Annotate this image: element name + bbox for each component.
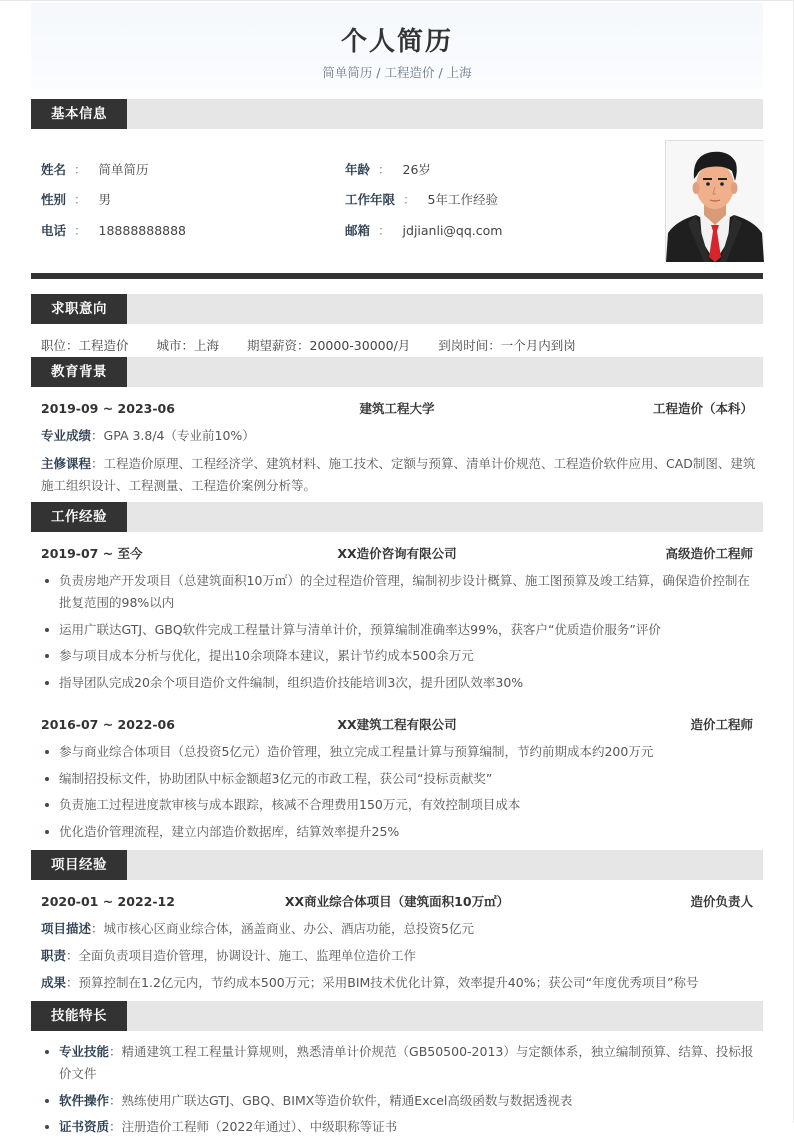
info-phone <box>41 220 186 242</box>
section-title: 项目经验 <box>31 850 127 880</box>
label: 工作年限 <box>345 192 396 207</box>
project-result <box>41 972 756 994</box>
list-item: 负责房地产开发项目（总建筑面积10万㎡）的全过程造价管理，编制初步设计概算、施工图预算及竣工结算，确保造价控制在批复范围的98%以内 <box>41 570 756 614</box>
label: 性别 <box>41 192 67 207</box>
education-major: 工程造价（本科） <box>652 401 753 416</box>
label: 电话 <box>41 223 67 238</box>
work-company: XX造价咨询有限公司 <box>337 546 457 561</box>
section-title: 求职意向 <box>31 294 127 324</box>
value: ：精通建筑工程工程量计算规则，熟悉清单计价规范（GB50500-2013）与定额体系，独立编制预算、结算、投标报价文件 <box>59 1044 754 1081</box>
page-title: 个人简历 <box>340 27 453 57</box>
label: 邮箱 <box>345 223 371 238</box>
list-item <box>41 1116 756 1138</box>
intent-arrival: 到岗时间：一个月内到岗 <box>438 338 576 353</box>
divider <box>31 273 763 279</box>
value: ：预算控制在1.2亿元内，节约成本500万元；采用BIM技术优化计算，效率提升40%；获公司“年度优秀项目”称号 <box>66 975 699 990</box>
colon: ： <box>74 223 87 238</box>
skills-list <box>41 1041 756 1143</box>
value: jdjianli@qq.com <box>402 223 503 238</box>
work-bullets <box>41 741 756 847</box>
education-school: 建筑工程大学 <box>359 401 435 416</box>
section-title: 基本信息 <box>31 99 127 129</box>
value: ：工程造价原理、工程经济学、建筑材料、施工技术、定额与预算、清单计价规范、工程造价软件应用、CAD制图、建筑施工组织设计、工程测量、工程造价案例分析等。 <box>41 456 756 493</box>
section-basic-info <box>31 99 763 129</box>
label: 项目描述 <box>41 921 92 936</box>
education-entry-header <box>41 399 753 419</box>
list-item: 负责施工过程进度款审核与成本跟踪，核减不合理费用150万元，有效控制项目成本 <box>41 794 756 816</box>
label: 主修课程 <box>41 456 92 471</box>
list-item <box>41 1041 756 1085</box>
work-period: 2016-07 ~ 2022-06 <box>41 717 175 732</box>
page-subtitle: 简单简历 / 工程造价 / 上海 <box>322 65 472 80</box>
colon: ： <box>378 223 391 238</box>
education-period: 2019-09 ~ 2023-06 <box>41 401 175 416</box>
label: 职责 <box>41 948 67 963</box>
value: ：城市核心区商业综合体，涵盖商业、办公、酒店功能，总投资5亿元 <box>91 921 474 936</box>
section-work-experience <box>31 502 763 532</box>
work-title: 造价工程师 <box>690 717 753 732</box>
label: 年龄 <box>345 162 371 177</box>
colon: ： <box>403 192 416 207</box>
value: ：全面负责项目造价管理，协调设计、施工、监理单位造价工作 <box>66 948 417 963</box>
value: 简单简历 <box>98 162 149 177</box>
project-description <box>41 918 756 940</box>
work-title: 高级造价工程师 <box>665 546 753 561</box>
intent-position: 职位：工程造价 <box>41 338 129 353</box>
section-project-experience <box>31 850 763 880</box>
info-work-years <box>345 189 498 211</box>
education-grade <box>41 425 756 447</box>
section-title: 工作经验 <box>31 502 127 532</box>
education-courses <box>41 453 756 497</box>
label: 专业技能 <box>59 1044 110 1059</box>
section-job-intent <box>31 294 763 324</box>
label: 证书资质 <box>59 1119 110 1134</box>
colon: ： <box>74 192 87 207</box>
info-name <box>41 159 149 181</box>
avatar-icon <box>666 141 764 262</box>
value: 5年工作经验 <box>427 192 498 207</box>
value: ：熟练使用广联达GTJ、GBQ、BIMX等造价软件，精通Excel高级函数与数据透视表 <box>109 1092 573 1108</box>
list-item: 编制招投标文件，协助团队中标金额超3亿元的市政工程，获公司“投标贡献奖” <box>41 768 756 790</box>
work-entry-header <box>41 715 753 735</box>
section-title: 技能特长 <box>31 1001 127 1031</box>
section-title: 教育背景 <box>31 357 127 387</box>
project-name: XX商业综合体项目（建筑面积10万㎡） <box>284 894 510 909</box>
section-education <box>31 357 763 387</box>
list-item: 优化造价管理流程，建立内部造价数据库，结算效率提升25% <box>41 821 756 843</box>
resume-header <box>31 3 763 89</box>
list-item: 参与项目成本分析与优化，提出10余项降本建议，累计节约成本500余万元 <box>41 645 756 667</box>
job-intent <box>41 336 604 356</box>
colon: ： <box>74 162 87 177</box>
intent-salary: 期望薪资：20000-30000/月 <box>247 338 411 353</box>
intent-city: 城市：上海 <box>156 338 220 353</box>
avatar-photo <box>665 140 763 261</box>
value: ：注册造价工程师（2022年通过）、中级职称等证书 <box>109 1119 398 1134</box>
work-company: XX建筑工程有限公司 <box>337 717 457 732</box>
info-gender <box>41 189 111 211</box>
value: 男 <box>98 192 112 207</box>
label: 软件操作 <box>59 1092 110 1108</box>
project-period: 2020-01 ~ 2022-12 <box>41 894 175 909</box>
section-skills <box>31 1001 763 1031</box>
label: 专业成绩 <box>41 428 92 443</box>
work-bullets <box>41 570 756 698</box>
value: 26岁 <box>402 162 431 177</box>
work-period: 2019-07 ~ 至今 <box>41 546 143 561</box>
project-entry-header <box>41 892 753 912</box>
project-duty <box>41 945 756 967</box>
list-item: 指导团队完成20余个项目造价文件编制，组织造价技能培训3次，提升团队效率30% <box>41 672 756 694</box>
list-item: 参与商业综合体项目（总投资5亿元）造价管理，独立完成工程量计算与预算编制，节约前期成本约200万元 <box>41 741 756 763</box>
info-age <box>345 159 431 181</box>
label: 姓名 <box>41 162 67 177</box>
label: 成果 <box>41 975 67 990</box>
project-role: 造价负责人 <box>690 894 753 909</box>
list-item <box>41 1090 756 1112</box>
value: ：GPA 3.8/4（专业前10%） <box>91 428 255 443</box>
work-entry-header <box>41 544 753 564</box>
info-email <box>345 220 502 242</box>
colon: ： <box>378 162 391 177</box>
value: 18888888888 <box>98 223 187 238</box>
list-item: 运用广联达GTJ、GBQ软件完成工程量计算与清单计价，预算编制准确率达99%，获客户“优质造价服务”评价 <box>41 619 756 641</box>
